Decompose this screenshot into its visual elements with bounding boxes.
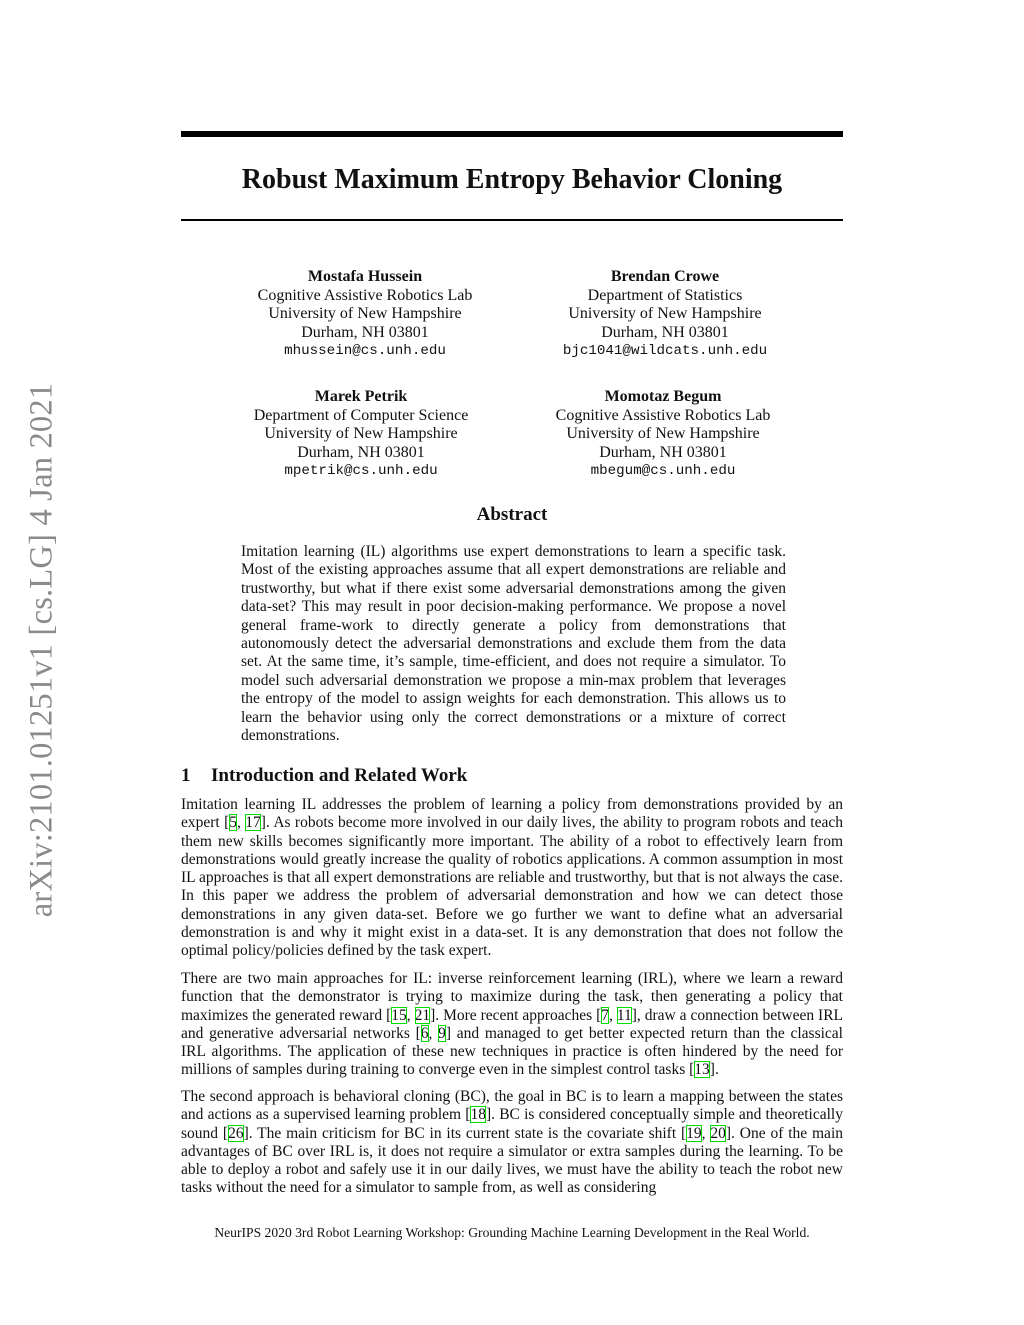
text-run: ].	[709, 1061, 719, 1079]
citation-link[interactable]: 5	[229, 814, 238, 832]
author-affiliation: Department of Statistics	[587, 286, 743, 304]
author-email: mpetrik@cs.unh.edu	[284, 463, 438, 479]
title-rule-bottom	[181, 219, 843, 221]
section-number: 1	[181, 765, 191, 786]
author-name: Brendan Crowe	[610, 268, 720, 285]
abstract-heading: Abstract	[476, 504, 548, 525]
text-run: ]. One of the main advantages of BC over IRL is, it does not require a simulator or extra samples during the learning. To be able to deploy a robot and safely use it in our daily lives, we must have the ability to teach the robot new tasks without the need for a simulator to sample from, as well as considering	[181, 1124, 843, 1197]
author-affiliation: Cognitive Assistive Robotics Lab	[257, 286, 473, 304]
citation-link[interactable]: 17	[245, 814, 261, 832]
author-name: Marek Petrik	[314, 388, 408, 405]
author-block	[513, 388, 813, 481]
author-university: University of New Hampshire	[264, 425, 458, 442]
text-run: ,	[609, 1006, 617, 1024]
title-rule-top	[181, 131, 843, 137]
text-run: ,	[237, 814, 246, 832]
intro-paragraph-3	[181, 1088, 843, 1198]
section-title: Introduction and Related Work	[211, 765, 468, 786]
author-email: mbegum@cs.unh.edu	[590, 463, 736, 479]
author-university: University of New Hampshire	[566, 425, 760, 442]
citation-link[interactable]: 11	[616, 1006, 632, 1024]
text-run: ]. As robots become more involved in our daily lives, the ability to program robots and teach them new skills becomes significantly more important. The ability of a robot to effectively learn from demonstrations would greatly increase the quality of robotics applications. A common assumption in most IL approaches is that all expert demonstrations are reliable and trustworthy, but that is not always the case. In this paper we address the problem of adversarial demonstration and how we can detect those demonstrations in any given data-set. Before we go further we want to define what an adversarial demonstration is and why it might exist in a data-set. It is any demonstration that does not follow the optimal policy/policies defined by the task expert.	[181, 814, 843, 960]
author-block	[211, 388, 511, 481]
citation-link[interactable]: 7	[601, 1006, 609, 1024]
citation-link[interactable]: 13	[694, 1061, 710, 1079]
author-affiliation: Department of Computer Science	[253, 406, 469, 424]
author-address: Durham, NH 03801	[297, 443, 425, 461]
author-name: Mostafa Hussein	[307, 268, 423, 285]
author-university: University of New Hampshire	[568, 305, 762, 322]
author-university: University of New Hampshire	[268, 305, 462, 322]
citation-link[interactable]: 21	[414, 1006, 431, 1024]
author-block	[215, 268, 515, 361]
citation-link[interactable]: 9	[438, 1024, 446, 1042]
author-email: mhussein@cs.unh.edu	[284, 343, 446, 359]
citation-link[interactable]: 19	[686, 1124, 702, 1142]
author-affiliation: Cognitive Assistive Robotics Lab	[555, 406, 771, 424]
text-run: ] and managed to get better expected return than the classical IRL algorithms. The application of these new techniques in practice is often hindered by the need for millions of samples during training to converge even in the simplest control tasks [	[181, 1024, 843, 1079]
text-run: ,	[428, 1024, 439, 1042]
text-run: There are two main approaches for IL: inverse reinforcement learning (IRL), where we learn a reward function that the demonstrator is trying to maximize during the task, then generating a policy that maximizes the generated reward [	[181, 970, 843, 1024]
text-run: ]. More recent approaches [	[430, 1006, 602, 1024]
text-run: The second approach is behavioral cloning (BC), the goal in BC is to learn a mapping between the states and actions as a supervised learning problem [	[181, 1088, 843, 1124]
text-run: ,	[701, 1124, 711, 1142]
text-run: ,	[406, 1006, 415, 1024]
intro-paragraph-2	[181, 970, 843, 1080]
author-address: Durham, NH 03801	[601, 323, 729, 341]
text-run: Imitation learning IL addresses the problem of learning a policy from demonstrations provided by an expert [	[181, 796, 843, 832]
author-email: bjc1041@wildcats.unh.edu	[562, 343, 768, 359]
author-name: Momotaz Begum	[604, 388, 722, 405]
arxiv-identifier: arXiv:2101.01251v1 [cs.LG] 4 Jan 2021	[23, 382, 60, 918]
citation-link[interactable]: 6	[420, 1024, 429, 1042]
citation-link[interactable]: 18	[470, 1106, 486, 1124]
author-address: Durham, NH 03801	[599, 443, 727, 461]
abstract-text: Imitation learning (IL) algorithms use expert demonstrations to learn a specific task. Most of the existing approaches assume that all expert demonstrations are reliable and trustworthy, but what if there exist some adversarial demonstrations among the given data-set? This may result in poor decision-making performance. We propose a novel general frame-work to directly generate a policy from demonstrations that autonomously detect the adversarial demonstrations and exclude them from the data set. At the same time, it’s sample, time-efficient, and does not require a simulator. To model such adversarial demonstration we propose a min-max problem that leverages the entropy of the model to assign weights for each demonstration. This allows us to learn the behavior using only the correct demonstrations or a mixture of correct demonstrations.	[241, 543, 786, 745]
citation-link[interactable]: 20	[710, 1124, 726, 1142]
text-run: ], draw a connection between IRL and generative adversarial networks [	[181, 1006, 844, 1042]
venue-footnote: NeurIPS 2020 3rd Robot Learning Workshop: Grounding Machine Learning Development in the Real World.	[214, 1225, 810, 1240]
section-heading	[181, 764, 843, 788]
author-address: Durham, NH 03801	[301, 323, 429, 341]
citation-link[interactable]: 15	[391, 1006, 407, 1024]
intro-paragraph-1	[181, 796, 843, 961]
citation-link[interactable]: 26	[228, 1124, 244, 1142]
text-run: ]. The main criticism for BC in its current state is the covariate shift [	[243, 1124, 687, 1142]
text-run: ]. BC is considered conceptually simple and theoretically sound [	[181, 1106, 843, 1142]
paper-title: Robust Maximum Entropy Behavior Cloning	[241, 164, 783, 195]
author-block	[515, 268, 815, 361]
